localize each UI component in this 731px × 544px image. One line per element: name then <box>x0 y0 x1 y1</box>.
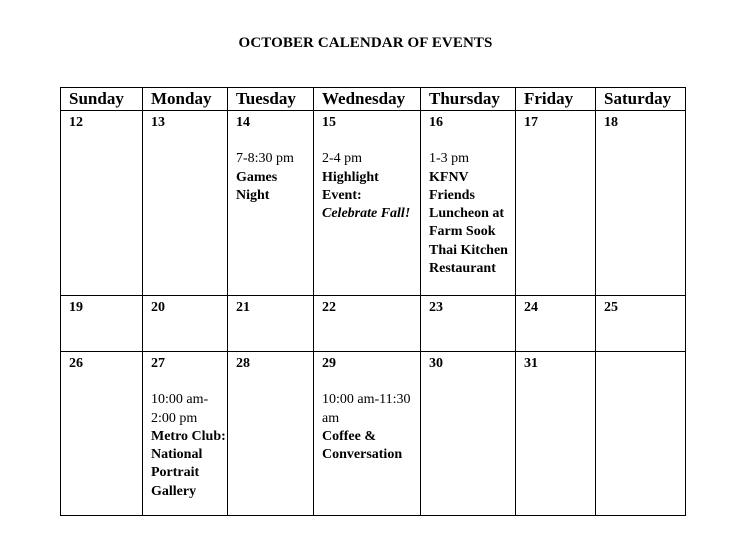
day-cell <box>228 296 314 352</box>
day-number: 15 <box>322 115 336 130</box>
day-cell <box>516 352 596 516</box>
day-cell <box>314 296 421 352</box>
week-row <box>61 111 686 296</box>
day-number: 21 <box>236 300 250 315</box>
day-number: 20 <box>151 300 165 315</box>
calendar-table <box>60 87 686 516</box>
day-cell <box>228 111 314 296</box>
event-time: 1-3 pm <box>429 151 470 167</box>
week-row <box>61 352 686 516</box>
day-cell <box>314 111 421 296</box>
day-cell <box>596 296 686 352</box>
header-friday: Friday <box>516 88 596 111</box>
event-title: Highlight Event: <box>322 169 379 203</box>
event-title: KFNV Friends Luncheon at Farm Sook Thai Kitchen Restaurant <box>429 169 508 277</box>
day-number: 29 <box>322 356 336 371</box>
day-number: 18 <box>604 115 618 130</box>
event-subtitle: Celebrate Fall! <box>322 206 411 222</box>
event-title: Games Night <box>236 169 278 203</box>
day-cell <box>143 296 228 352</box>
day-number: 17 <box>524 115 538 130</box>
event-time: 2-4 pm <box>322 151 363 167</box>
event-title: Coffee & Conversation <box>322 428 403 463</box>
event-title: Metro Club: National Portrait Gallery <box>151 428 226 499</box>
day-number: 27 <box>151 356 165 371</box>
event-time: 10:00 am-2:00 pm <box>151 392 209 426</box>
day-number: 23 <box>429 300 443 315</box>
day-number: 30 <box>429 356 443 371</box>
day-cell <box>516 296 596 352</box>
header-saturday: Saturday <box>596 88 686 111</box>
day-number: 14 <box>236 115 250 130</box>
day-cell <box>61 111 143 296</box>
header-thursday: Thursday <box>421 88 516 111</box>
day-cell <box>143 111 228 296</box>
weekday-header-row <box>61 88 686 111</box>
day-number: 13 <box>151 115 165 130</box>
day-cell <box>143 352 228 516</box>
day-cell <box>228 352 314 516</box>
calendar-title: OCTOBER CALENDAR OF EVENTS <box>238 35 493 51</box>
day-number: 25 <box>604 300 618 315</box>
header-tuesday: Tuesday <box>228 88 314 111</box>
day-cell <box>421 352 516 516</box>
event-time: 10:00 am-11:30 am <box>322 392 411 426</box>
day-cell <box>314 352 421 516</box>
day-cell <box>516 111 596 296</box>
day-cell <box>421 296 516 352</box>
event-time: 7-8:30 pm <box>236 151 294 167</box>
day-cell <box>61 352 143 516</box>
day-number: 24 <box>524 300 538 315</box>
header-monday: Monday <box>143 88 228 111</box>
day-number: 28 <box>236 356 250 371</box>
day-number: 19 <box>69 300 83 315</box>
week-row <box>61 296 686 352</box>
day-number: 16 <box>429 115 443 130</box>
day-cell <box>596 111 686 296</box>
day-number: 31 <box>524 356 538 371</box>
day-cell <box>596 352 686 516</box>
day-number: 22 <box>322 300 336 315</box>
day-number: 12 <box>69 115 83 130</box>
day-number: 26 <box>69 356 83 371</box>
day-cell <box>421 111 516 296</box>
header-wednesday: Wednesday <box>314 88 421 111</box>
day-cell <box>61 296 143 352</box>
header-sunday: Sunday <box>61 88 143 111</box>
